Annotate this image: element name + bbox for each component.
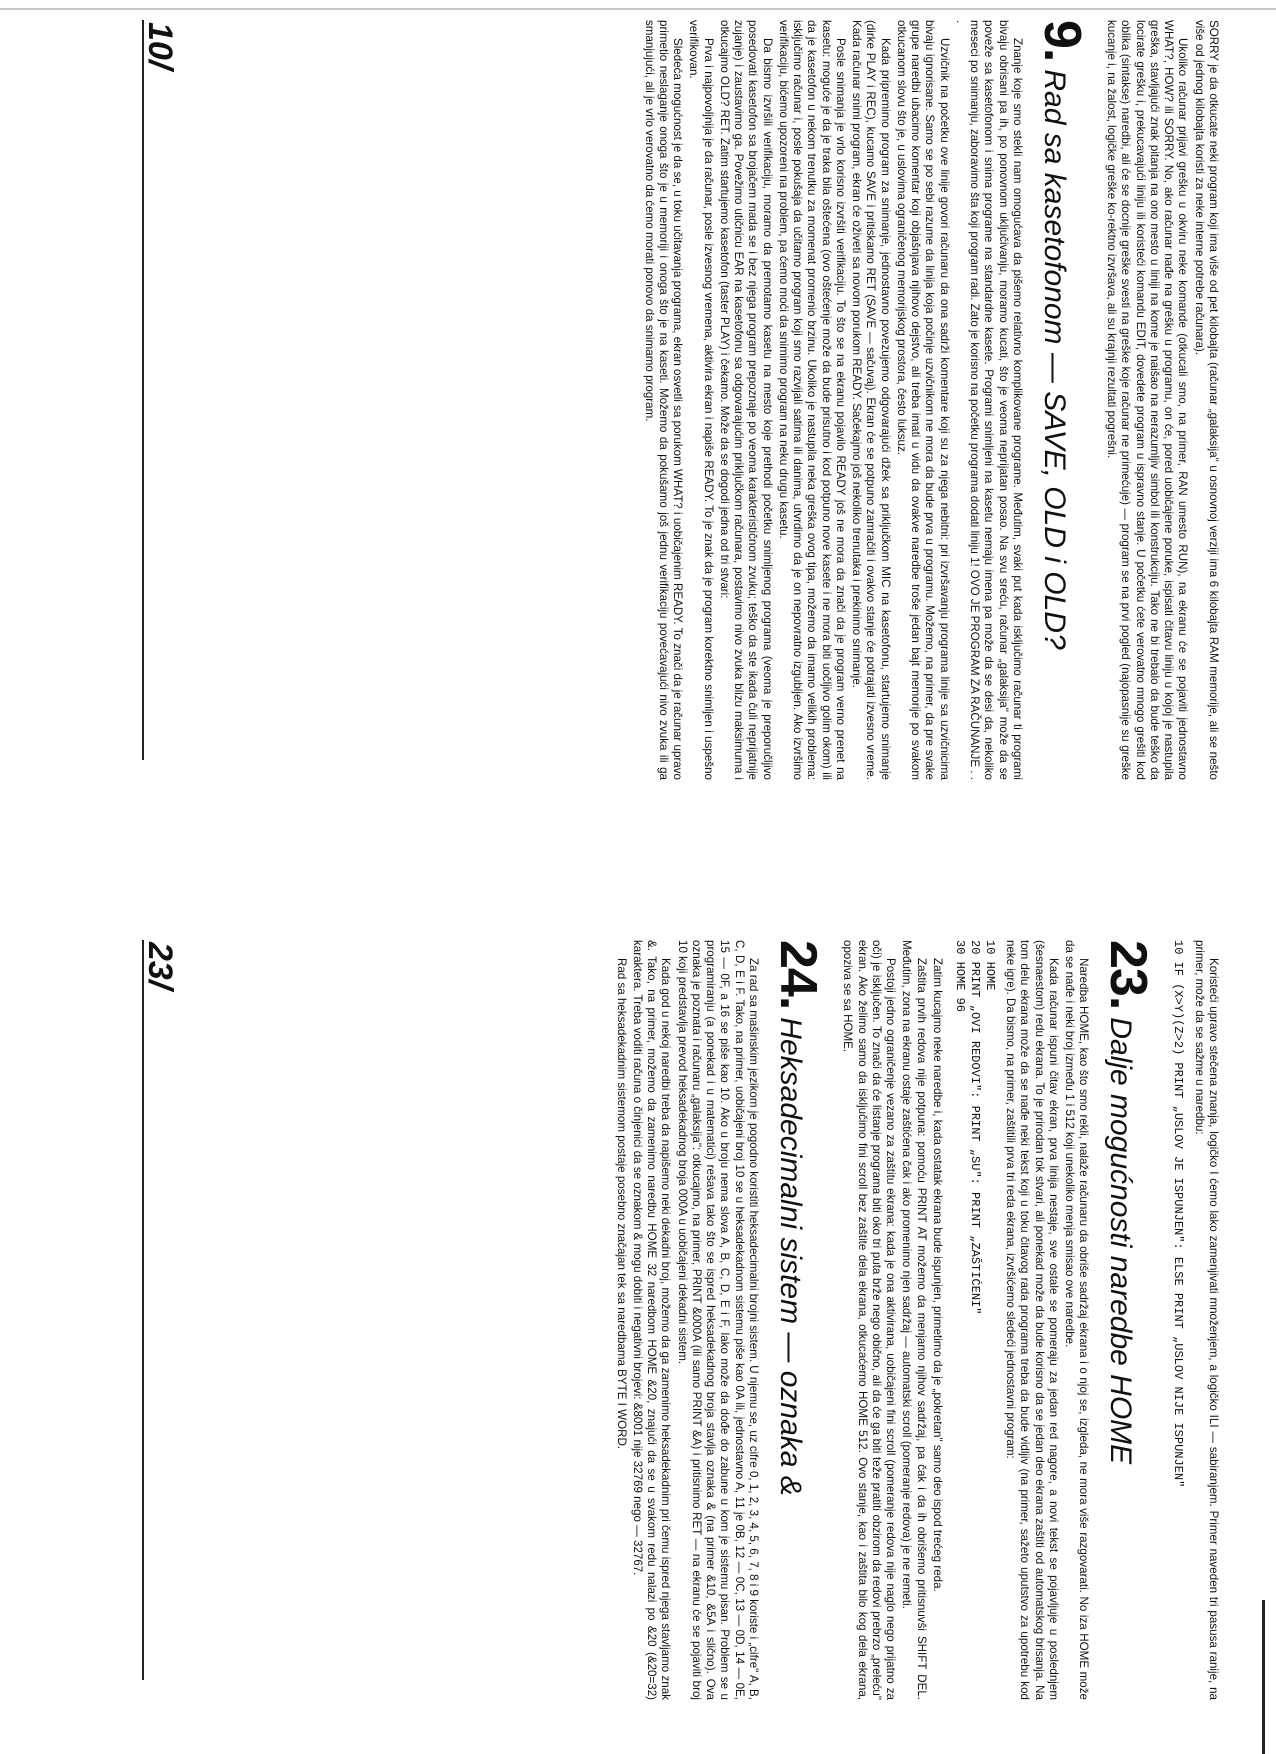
code-line: 10 IF (X>Y)(Z>2) PRINT „USLOV JE ISPUNJEN": ELSE PRINT „USLOV NIJE ISPUNJEN"	[1171, 940, 1186, 1488]
section-23-paragraph: Zaštita prvih redova nije potpuna: pomoću PRINT AT možemo da menjamo njihov sadržaj, pa čak i da ih obrišemo pritisnuvši SHIFT DEL. Međutim, zona na ekranu ostaje zaštićena čak i ako promenimo njen sadržaj — automatski scroll (pomeranje redova) je ne remeti.	[900, 940, 928, 1700]
right-page	[120, 940, 1220, 1700]
section-9-title: Rad sa kasetofonom — SAVE, OLD i OLD?	[1038, 69, 1071, 650]
section-9-number: 9.	[1033, 20, 1091, 62]
right-intro-paragraph: Koristeći upravo stečena znanja, logičko I ćemo lako zamenjivati množenjem, a logičko ILI — sabiranjem. Primer naveden tri pasusa ranije, na primer, može da se sažme u naredbu:	[1192, 940, 1220, 1700]
left-intro-paragraph: SORRY je da otkucate neki program koji ima više od pet kilobajta (računar „galaksija" u osnovnoj verziji ima 6 kilobajta RAM memorije, ali se nešto više od jednog kilobajta koristi za neke interne potrebe računara).	[1192, 20, 1220, 780]
code-line: 10 HOME	[982, 940, 997, 991]
section-9-paragraph: Prva i najpovoljnija je da računar, posle izvesnog vremena, aktivira ekran i napiše READY. To je znak da je program korektno snimljen i uspešno verifikovan.	[687, 20, 715, 780]
code-line: 20 PRINT „OVI REDOVI": PRINT „SU": PRINT „ZAŠTIĆENI"	[967, 940, 982, 1315]
page-footer-rule	[142, 20, 144, 760]
section-24-paragraph: Rad sa heksadekadnim sistemom postaje posebno značajan tek sa naredbama BYTE I WORD.	[614, 958, 628, 1450]
section-24-number: 24.	[769, 940, 828, 1010]
section-9-paragraph: Uzvičnik na početku ove linije govori računaru da ona sadrži komentare koji su za njega nebitni: pri izvršavanju programa linije sa uzvičnicima bivaju ignorisane. Samo se po sebi razume da linija koja počinje uzvičnikom ne mora da bude prva u programu. Možemo, na primer, da pre svake grupe naredbi ubacimo komentar koji objašnjava njihovo dejstvo, ali treba imati u vidu da ovakve naredbe troše jedan bajt memorije po svakom otkucanom slovu što je, u uslovima ograničenog memorijskog prostora, često luksuz.	[894, 20, 951, 780]
section-9-paragraph: Da bismo izvršili verifikaciju, moramo da premotamo kasetu na mesto koje prethodi početku snimljenog programa (veoma je preporučljivo posedovati kasetofon sa brojačem mada se i bez njega program prepoznaje po veoma karakterističnom zvuku; teško da ste ikada čuli neprijatnije zujanje) i zaustavimo ga. Povežimo utičnicu EAR na kasetofonu sa odgovarajućim priključkom računara, postavimo nivo zvuka blizu maksimuma i otkucajmo OLD? RET. Zatim startujemo kasetofon (taster PLAY) i čekamo. Može da se dogodi jedna od tri stvari:	[717, 20, 774, 780]
section-24-paragraph: Za rad sa mašinskim jezikom je pogodno koristiti heksadecimalni brojni sistem. U njemu se, uz cifre 0, 1, 2, 3, 4, 5, 6, 7, 8 i 9 koriste i „cifre" A, B, C, D, E i F. Tako, na primer, uobičajeni broj 10 se u heksadekadnom sistemu piše kao 0A ili, jednostavno A, 11 je 0B, 12 — 0C, 13 — 0D, 14 — 0E, 15 — 0F, a 16 se piše kao 10. Ako u broju nema slova A, B, C, D, E i F, lako može da dođe do zabune u kom je sistemu pisan. Problem se u programiranju (a ponekad i u matematici) rešava tako što se ispred heksadekadnog broja stavlja oznaka & (na primer &10, &5A i slično). Ova oznaka je poznata i računaru „galaksija": otkucajmo, na primer, PRINT &000A (ili samo PRINT &A) i pritisnimo RET — na ekranu će se pojaviti broj 10 koji predstavlja prevod heksadekadnog broja 000A u uobičajeni dekadni sistem.	[675, 940, 760, 1700]
scan-edge-mark	[1262, 1600, 1265, 1754]
section-9-paragraph: Sledeća mogućnost je da se, u toku učitavanja programa, ekran osvetli sa porukom WHAT? i uobičajenim READY. To znači da je računar upravo primetio neslaganje onoga što je u memoriji i onoga što je na kaseti. Možemo da pokušamo još jednu verifikaciju povećavajući nivo zvuka ili ga smanjujući, ali je vrlo verovatno da ćemo morati ponovo da snimamo program.	[642, 20, 685, 780]
section-24-paragraph: Kada god u nekoj naredbi treba da napišemo neki dekadni broj, možemo da ga zamenimo heksadekadnim pri čemu ispred njega stavljamo znak &. Tako, na primer, možemo da zamenimo naredbu HOME 32 naredbom HOME &20, znajući da se u svakom redu nalazi po &20 (&20=32) karaktera. Treba voditi računa o činjenici da se oznakom & mogu dobiti i negativni brojevi: &8001 nije 32769 nego — 32767.	[630, 940, 673, 1700]
code-line: 30 HOME 96	[952, 940, 967, 1013]
page-number: 23/	[141, 942, 179, 990]
rotated-spread	[120, 0, 1220, 1754]
section-23-paragraph: Postoji jedno ograničenje vezano za zaštitu ekrana: kada je ona aktivirana, uobičajeni fini scroll (pomeranje redova nije naglo nego prijatno za oči) je isključen. To znači da će listanje programa biti oko tri puta brže nego obično, ali da će ga biti teže pratiti obzirom da redovi prebrzo „prelеću" ekran. Ako želimo samo da isključimo fini scroll bez zaštite dela ekrana, otkucaćemo HOME 512. Ovo stanje, kao i zaštita bilo kog dela ekrana, opoziva se sa HOME.	[841, 940, 898, 1700]
code-listing	[952, 940, 997, 1700]
page-footer-rule	[142, 940, 144, 1680]
left-page	[120, 20, 1220, 780]
section-9-paragraph: Znanje koje smo stekli nam omogućava da pišemo relativno komplikovane programe. Međutim, svaki put kada isključimo računar ti programi bivaju obrisani pa ih, po ponovnom uključivanju, moramo kucati, što je veoma neprijatan posao. Na svu sreću, računar „galaksija" može da se poveže sa kasetofonom i snima programe na standardne kasete. Programi snimljeni na kasetu nemaju imena pa može da se desi da, nekoliko meseci po snimanju, zaboravimo šta koji program radi. Zato je korisno na početku programa dodati liniju 1! OVO JE PROGRAM ZA RAČUNANJE . . .	[953, 20, 1024, 780]
section-24-title: Heksadecimalni sistem — oznaka &	[774, 1017, 808, 1496]
section-9-heading	[1034, 20, 1090, 780]
section-24-heading	[770, 940, 826, 1700]
section-23-title: Dalje mogućnosti naredbe HOME	[1104, 1017, 1138, 1465]
left-intro-paragraph: Ukoliko računar prijavi grešku u okviru neke komande (otkucali smo, na primer, RAN umesto RUN), na ekranu će se pojaviti jednostavno WHAT?, HOW? ili SORRY. No, ako računar nađe na grešku u programu, on će, pored uobičajene poruke, ispisati čitavu liniju u kojoj je nastupila greška, stavljajući znak pitanja na ono mesto u liniji na kome je naišao na nerazumljiv simbol ili konstrukciju. Tako ne bi trebalo da bude teško da locirate grešku i, prekucavajući liniju ili koristeći komandu EDIT, dovedete program u ispravno stanje. U početku ćete verovatno mnogo grešiti kod oblika (sintakse) naredbi, ali će se docnije greške svesti na greške koje računar ne primećuje) — program se na prvi pogled (najopasnije su greške kucanje i, na žalost, logičke greške ko-rektno izvršava, ali su krajnji rezultati pogrešni.	[1105, 20, 1190, 780]
section-23-heading	[1100, 940, 1156, 1700]
section-23-paragraph: Naredba HOME, kao što smo rekli, nalaže računaru da obriše sadržaj ekrana i o njoj se, izgleda, ne mora više razgovarati. No iza HOME može da se nađe i neki broj između 1 i 512 koji unekoliko menja smisao ove naredbe.	[1063, 940, 1091, 1700]
section-23-number: 23.	[1099, 940, 1158, 1010]
section-23-paragraph: Zatim kucajmo neke naredbe i, kada ostatak ekrana bude ispunjen, primetimo da je „pokretan" samo deo ispod trećeg reda.	[930, 958, 944, 1592]
section-9-paragraph: Kada pripremimo program za snimanje, jednostavno povezujemo odgovarajući džek sa priključkom MIC na kasetofonu, startujemo snimanje (dirke PLAY i REC), kucamo SAVE i pritiskamo RET (SAVE — sačuvaj). Ekran će se potpuno zamračiti i ovakvo stanje će potrajati izvesno vreme. Kada računar snimi program, ekran će oživeti sa novom porukom READY. Sačekajmo još nekoliko trenutaka i prekinimo snimanje.	[850, 20, 892, 780]
section-23-paragraph: Kada računar ispuni čitav ekran, prva linija nestaje, sve ostale se pomeraju za jedan red nagore, a novi tekst se pojavljuje u poslednjem (šesnaestom) redu ekrana. To je prirodan tok stvari, ali ponekad može da bude korisno da se jedan deo ekrana zaštiti od automatskog brisanja. Na tom delu ekrana može da se nađe neki tekst koji u toku čitavog rada programa treba da bude vidljiv (na primer, sažeto uputstvo za upotrebu kod neke igre). Da bismo, na primer, zaštitili prva tri reda ekrana, izvršićemo sledeći jednostavni program:	[1004, 940, 1060, 1700]
page-number: 10/	[141, 22, 179, 70]
code-listing	[1171, 940, 1186, 1700]
section-9-paragraph: Posle snimanja je vrlo korisno izvršiti verifikaciju. To što se na ekranu pojavilo READY još ne mora da znači da je program verno prenet na kasetu: moguće je da je traka bila oštećena (ovo oštećenje može da bude prisutno i kod potpuno nove kasete i ne mora biti uočljivo golim okom) ili da je kasetofon u nekom trenutku za momenat promenio brzinu. Ukoliko je nastupila neka greška ovog tipa, možemo da imamo velikih problema: isključimo računar i, posle pokušaja da učitamo program koji smo razvijali satima ili danima, utvrdimo da je on nepovratno izgubljen. Ako izvršimo verifikaciju, bićemo upozoreni na problem, pa ćemo moći da snimimo program na neku drugu kasetu.	[776, 20, 847, 780]
